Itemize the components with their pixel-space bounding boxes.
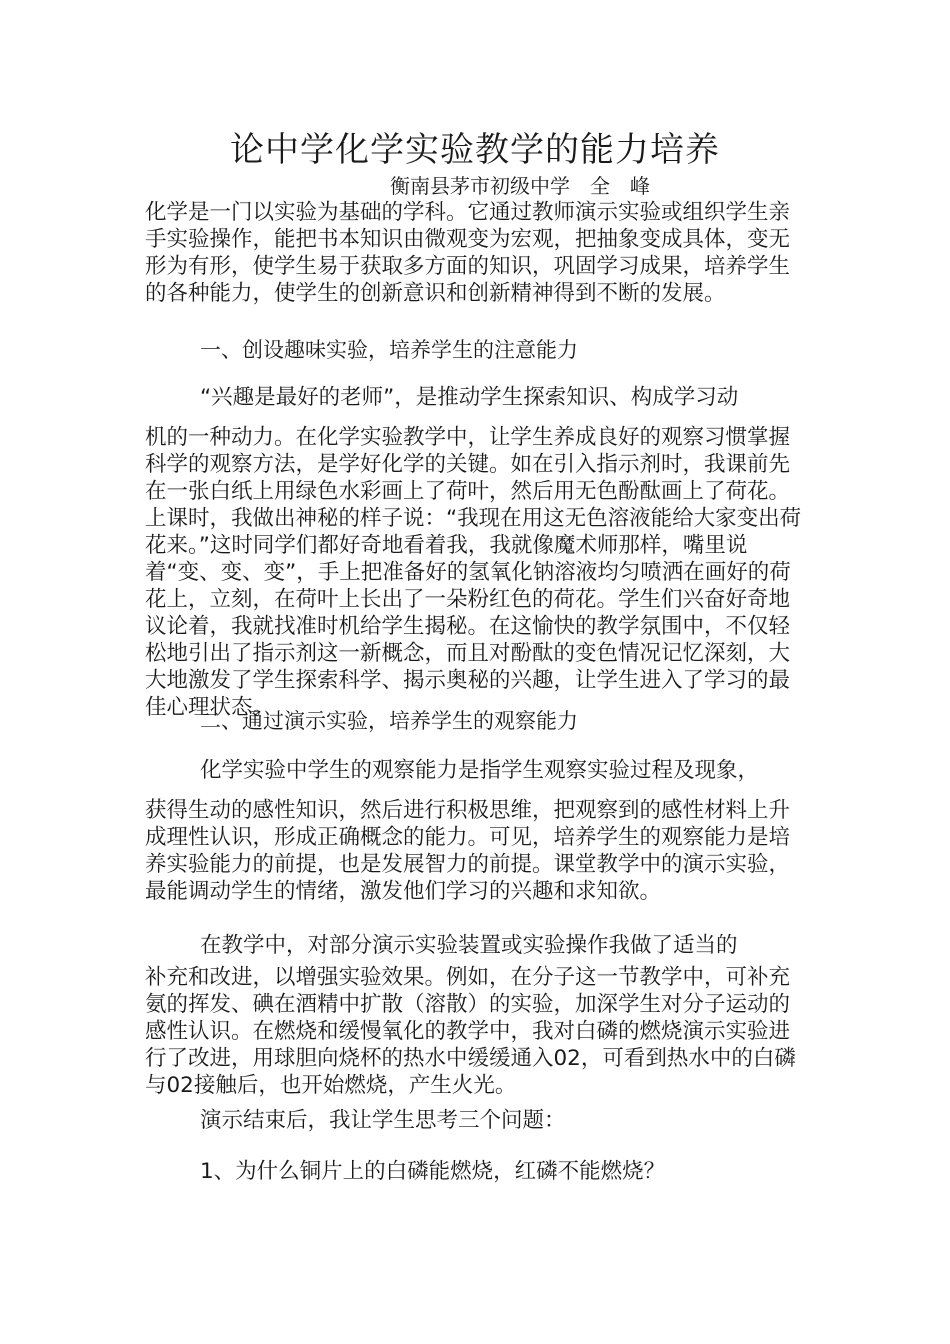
p1-body: 机的一种动力。在化学实验教学中，让学生养成良好的观察习惯掌握科学的观察方法，是学好化学的关键。如在引入指示剂时，我课前先在一张白纸上用绿色水彩画上了荷叶，然后用无色酚酞画上了荷花。上课时，我做出神秘的样子说：“我现在用这无色溶液能给大家变出荷花来。”这时同学们都好奇地看着我，我就像魔术师那样，嘴里说着“变、变、变”，手上把准备好的氢氧化钠溶液均匀喷洒在画好的荷花上，立刻，在荷叶上长出了一朵粉红色的荷花。学生们兴奋好奇地议论着，我就找准时机给学生揭秘。在这愉快的教学氛围中，不仅轻松地引出了指示剂这一新概念，而且对酚酞的变色情况记忆深刻，大大地激发了学生探索科学、揭示奥秘的兴趣，让学生进入了学习的最佳心理状态。: [145, 425, 802, 720]
p1-first-line: “兴趣是最好的老师”，是推动学生探索知识、构成学习动: [200, 385, 739, 410]
p2-first-line: 化学实验中学生的观察能力是指学生观察实验过程及现象，: [200, 758, 760, 783]
section2-heading: 二、通过演示实验，培养学生的观察能力: [200, 709, 578, 733]
p4-line: 演示结束后，我让学生思考三个问题：: [200, 1108, 566, 1133]
author-name: 全 峰: [590, 174, 650, 198]
author-school: 衡南县茅市初级中学: [390, 174, 570, 198]
author-line: [0, 172, 950, 200]
page-title: 论中学化学实验教学的能力培养: [230, 130, 720, 170]
p2-body: 获得生动的感性知识，然后进行积极思维，把观察到的感性材料上升成理性认识，形成正确概念的能力。可见，培养学生的观察能力是培养实验能力的前提，也是发展智力的前提。课堂教学中的演示实验，最能调动学生的情绪，激发他们学习的兴趣和求知欲。: [145, 798, 791, 904]
question-1: 1、为什么铜片上的白磷能燃烧，红磷不能燃烧？: [200, 1159, 666, 1184]
p3-body: 补充和改进，以增强实验效果。例如，在分子这一节教学中，可补充氨的挥发、碘在酒精中扩散（溶散）的实验，加深学生对分子运动的感性认识。在燃烧和缓慢氧化的教学中，我对白磷的燃烧演示实验进行了改进，用球胆向烧杯的热水中缓缓通入02，可看到热水中的白磷与02接触后，也开始燃烧，产生火光。: [145, 965, 796, 1098]
p3-first-line: 在教学中，对部分演示实验装置或实验操作我做了适当的: [200, 933, 738, 958]
section1-heading: 一、创设趣味实验，培养学生的注意能力: [200, 338, 578, 362]
intro-paragraph: 化学是一门以实验为基础的学科。它通过教师演示实验或组织学生亲手实验操作，能把书本知识由微观变为宏观，把抽象变成具体，变无形为有形，使学生易于获取多方面的知识，巩固学习成果，培养学生的各种能力，使学生的创新意识和创新精神得到不断的发展。: [145, 200, 791, 306]
